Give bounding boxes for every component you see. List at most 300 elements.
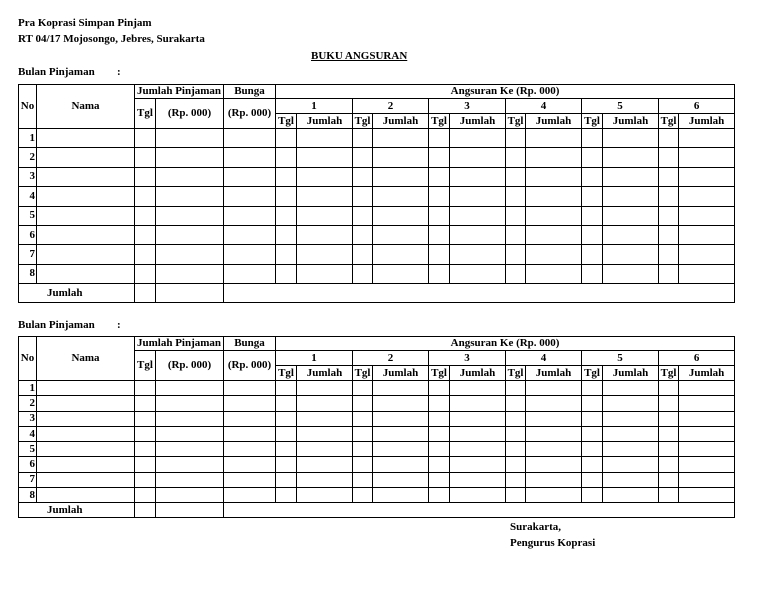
table-cell [276,411,297,426]
table-cell [156,167,224,186]
table-cell [297,206,353,225]
header-rp-pinjaman: (Rp. 000) [156,99,224,129]
table-cell [429,129,450,148]
table-row [19,187,735,206]
table-cell [506,411,526,426]
table-cell [37,225,135,244]
table-row [19,148,735,167]
table-cell [450,381,506,396]
footer-signer: Pengurus Koprasi [510,537,596,549]
header-rp-bunga: (Rp. 000) [224,99,276,129]
table-cell [603,411,659,426]
row-number: 3 [19,411,37,426]
table-cell [526,167,582,186]
table-cell [429,148,450,167]
table-cell [224,245,276,264]
header-angsuran-tgl: Tgl [582,114,603,129]
header-angsuran-3: 3 [429,99,506,114]
table-cell [450,396,506,411]
table-cell [506,457,526,472]
table-cell [429,206,450,225]
header-angsuran-jumlah: Jumlah [603,114,659,129]
table-cell [679,488,735,503]
table-cell [679,167,735,186]
table-cell [276,187,297,206]
table-cell [373,225,429,244]
header-angsuran-tgl: Tgl [429,366,450,381]
table-cell [297,187,353,206]
table-cell [450,411,506,426]
table-cell [37,472,135,487]
table-cell [135,381,156,396]
table-cell [506,442,526,457]
table-cell [156,129,224,148]
total-cell [135,284,156,303]
table-cell [297,225,353,244]
header-angsuran-jumlah: Jumlah [373,114,429,129]
table-cell [373,167,429,186]
table-cell [450,167,506,186]
table-cell [353,457,373,472]
table-cell [506,167,526,186]
table-cell [526,129,582,148]
table-cell [353,396,373,411]
table-cell [526,148,582,167]
table-cell [659,426,679,441]
header-angsuran-jumlah: Jumlah [679,366,735,381]
table-cell [373,396,429,411]
table-cell [506,396,526,411]
table-cell [224,187,276,206]
table-cell [37,167,135,186]
table-cell [297,472,353,487]
table-cell [135,396,156,411]
table-cell [37,396,135,411]
table-cell [679,129,735,148]
table-cell [603,187,659,206]
table-cell [526,381,582,396]
table-cell [297,129,353,148]
header-angsuran-tgl: Tgl [276,366,297,381]
table-cell [353,187,373,206]
table-cell [603,148,659,167]
table-cell [276,264,297,283]
header-tgl-pinjaman: Tgl [135,99,156,129]
table-cell [135,442,156,457]
table-cell [582,488,603,503]
table-cell [506,245,526,264]
table-cell [603,225,659,244]
table-cell [297,381,353,396]
table-cell [526,426,582,441]
header-tgl-pinjaman: Tgl [135,351,156,381]
header-angsuran-jumlah: Jumlah [526,366,582,381]
table-cell [156,381,224,396]
table-cell [297,245,353,264]
table-cell [224,167,276,186]
header-angsuran-5: 5 [582,99,659,114]
table-cell [353,411,373,426]
table-cell [156,148,224,167]
table-cell [373,411,429,426]
table-row [19,396,735,411]
header-angsuran-2: 2 [353,351,429,366]
table-cell [659,457,679,472]
table-cell [506,187,526,206]
table-row [19,488,735,503]
table-cell [450,472,506,487]
table-row [19,472,735,487]
table-cell [224,411,276,426]
table-cell [582,245,603,264]
bulan-pinjaman-colon-1: : [117,66,121,78]
table-cell [156,442,224,457]
header-bunga: Bunga [224,337,276,351]
header-jumlah-pinjaman: Jumlah Pinjaman [135,85,224,99]
table-cell [156,411,224,426]
table-cell [679,442,735,457]
table-cell [37,206,135,225]
table-cell [297,264,353,283]
table-cell [659,472,679,487]
header-angsuran-tgl: Tgl [582,366,603,381]
table-cell [224,148,276,167]
table-cell [276,457,297,472]
table-cell [156,426,224,441]
table-cell [582,411,603,426]
table-cell [429,426,450,441]
table-cell [353,129,373,148]
table-cell [659,129,679,148]
table-cell [506,148,526,167]
table-cell [135,264,156,283]
table-row [19,245,735,264]
table-cell [506,381,526,396]
table-cell [224,472,276,487]
table-cell [156,488,224,503]
total-label: Jumlah [19,503,135,518]
table-cell [224,129,276,148]
header-angsuran-tgl: Tgl [659,366,679,381]
row-number: 7 [19,472,37,487]
table-cell [37,245,135,264]
table-cell [37,129,135,148]
table-cell [582,442,603,457]
table-cell [224,488,276,503]
table-cell [135,225,156,244]
table-cell [353,225,373,244]
table-cell [659,411,679,426]
table-cell [506,472,526,487]
table-cell [37,488,135,503]
table-cell [450,129,506,148]
table-cell [429,457,450,472]
bulan-pinjaman-label-2: Bulan Pinjaman [18,319,95,331]
table-cell [679,225,735,244]
table-cell [582,167,603,186]
table-cell [679,381,735,396]
header-angsuran-6: 6 [659,99,735,114]
table-cell [135,488,156,503]
table-cell [297,167,353,186]
table-cell [582,457,603,472]
table-cell [506,488,526,503]
table-cell [582,148,603,167]
table-cell [506,426,526,441]
table-cell [603,129,659,148]
table-cell [429,264,450,283]
header-angsuran-jumlah: Jumlah [450,114,506,129]
table-cell [659,396,679,411]
table-cell [526,457,582,472]
table-cell [450,187,506,206]
table-cell [603,245,659,264]
table-cell [659,488,679,503]
table-cell [373,129,429,148]
row-number: 4 [19,187,37,206]
table-cell [526,264,582,283]
table-cell [276,488,297,503]
table-cell [37,148,135,167]
table-cell [506,225,526,244]
table-cell [276,167,297,186]
table-cell [373,381,429,396]
header-jumlah-pinjaman: Jumlah Pinjaman [135,337,224,351]
table-cell [526,187,582,206]
table-cell [603,426,659,441]
table-cell [429,472,450,487]
table-cell [659,187,679,206]
table-cell [429,225,450,244]
table-cell [603,442,659,457]
header-angsuran-5: 5 [582,351,659,366]
total-cell [156,284,224,303]
table-cell [659,225,679,244]
table-cell [373,187,429,206]
table-cell [450,206,506,225]
header-angsuran-jumlah: Jumlah [603,366,659,381]
table-cell [353,488,373,503]
table-cell [156,264,224,283]
table-cell [353,245,373,264]
table-cell [582,381,603,396]
table-cell [156,472,224,487]
header-angsuran: Angsuran Ke (Rp. 000) [276,85,735,99]
table-cell [373,442,429,457]
table-cell [659,245,679,264]
table-cell [135,167,156,186]
table-row [19,426,735,441]
row-number: 3 [19,167,37,186]
table-cell [373,245,429,264]
table-cell [135,245,156,264]
table-cell [373,264,429,283]
header-no: No [19,337,37,381]
table-cell [276,426,297,441]
table-cell [603,396,659,411]
header-angsuran-tgl: Tgl [506,114,526,129]
table-cell [353,167,373,186]
row-number: 2 [19,148,37,167]
table-cell [603,381,659,396]
table-row [19,381,735,396]
table-row [19,129,735,148]
table-cell [582,396,603,411]
table-cell [373,206,429,225]
table-cell [353,264,373,283]
table-cell [276,442,297,457]
table-cell [679,457,735,472]
table-cell [450,245,506,264]
row-number: 1 [19,381,37,396]
header-angsuran-1: 1 [276,351,353,366]
header-angsuran-2: 2 [353,99,429,114]
row-number: 5 [19,442,37,457]
table-cell [224,225,276,244]
header-nama: Nama [37,337,135,381]
table-cell [297,396,353,411]
table-cell [679,264,735,283]
table-cell [429,442,450,457]
table-cell [156,457,224,472]
row-number: 2 [19,396,37,411]
header-angsuran-jumlah: Jumlah [450,366,506,381]
table-cell [135,411,156,426]
table-cell [297,442,353,457]
header-angsuran-tgl: Tgl [353,366,373,381]
table-cell [582,206,603,225]
table-cell [353,381,373,396]
table-cell [135,206,156,225]
header-nama: Nama [37,85,135,129]
table-cell [353,472,373,487]
table-cell [506,264,526,283]
total-cell [156,503,224,518]
table-cell [353,442,373,457]
table-cell [450,457,506,472]
table-cell [679,472,735,487]
table-cell [135,472,156,487]
table-cell [156,187,224,206]
table-cell [224,396,276,411]
table-cell [297,411,353,426]
table-cell [659,442,679,457]
bulan-pinjaman-colon-2: : [117,319,121,331]
table-cell [429,245,450,264]
header-angsuran-6: 6 [659,351,735,366]
header-bunga: Bunga [224,85,276,99]
table-cell [526,206,582,225]
header-angsuran-4: 4 [506,99,582,114]
table-cell [37,381,135,396]
row-number: 1 [19,129,37,148]
angsuran-table-2 [18,336,735,518]
total-cell [135,503,156,518]
table-cell [582,187,603,206]
header-rp-bunga: (Rp. 000) [224,351,276,381]
table-cell [659,148,679,167]
header-angsuran-jumlah: Jumlah [297,114,353,129]
table-row [19,264,735,283]
table-cell [506,206,526,225]
row-number: 5 [19,206,37,225]
header-angsuran: Angsuran Ke (Rp. 000) [276,337,735,351]
table-cell [37,264,135,283]
table-row [19,442,735,457]
table-cell [506,129,526,148]
table-cell [373,148,429,167]
table-cell [224,264,276,283]
table-cell [679,245,735,264]
table-cell [224,206,276,225]
table-cell [429,411,450,426]
table-cell [156,225,224,244]
table-cell [679,206,735,225]
table-cell [450,225,506,244]
table-cell [276,206,297,225]
table-cell [582,426,603,441]
row-number: 6 [19,225,37,244]
table-cell [156,396,224,411]
table-cell [373,457,429,472]
table-cell [603,264,659,283]
header-angsuran-3: 3 [429,351,506,366]
header-angsuran-jumlah: Jumlah [373,366,429,381]
table-cell [429,167,450,186]
table-row [19,206,735,225]
table-cell [276,148,297,167]
table-cell [373,472,429,487]
table-cell [450,426,506,441]
header-angsuran-tgl: Tgl [353,114,373,129]
org-name: Pra Koprasi Simpan Pinjam [18,17,152,29]
table-cell [659,264,679,283]
table-cell [450,442,506,457]
header-angsuran-tgl: Tgl [429,114,450,129]
bulan-pinjaman-label-1: Bulan Pinjaman [18,66,95,78]
header-angsuran-jumlah: Jumlah [526,114,582,129]
row-number: 4 [19,426,37,441]
table-cell [659,381,679,396]
table-cell [582,129,603,148]
header-angsuran-tgl: Tgl [506,366,526,381]
table-cell [526,488,582,503]
table-cell [135,457,156,472]
table-cell [429,488,450,503]
row-number: 8 [19,264,37,283]
table-row [19,167,735,186]
table-row [19,411,735,426]
table-cell [582,264,603,283]
table-cell [679,426,735,441]
header-no: No [19,85,37,129]
header-angsuran-jumlah: Jumlah [297,366,353,381]
table-cell [373,488,429,503]
table-cell [37,187,135,206]
table-cell [135,148,156,167]
table-cell [603,472,659,487]
table-cell [373,426,429,441]
table-cell [450,148,506,167]
table-cell [156,206,224,225]
table-cell [582,225,603,244]
table-cell [526,245,582,264]
header-angsuran-jumlah: Jumlah [679,114,735,129]
table-cell [156,245,224,264]
total-label: Jumlah [19,284,135,303]
footer-city: Surakarta, [510,521,562,533]
header-angsuran-1: 1 [276,99,353,114]
